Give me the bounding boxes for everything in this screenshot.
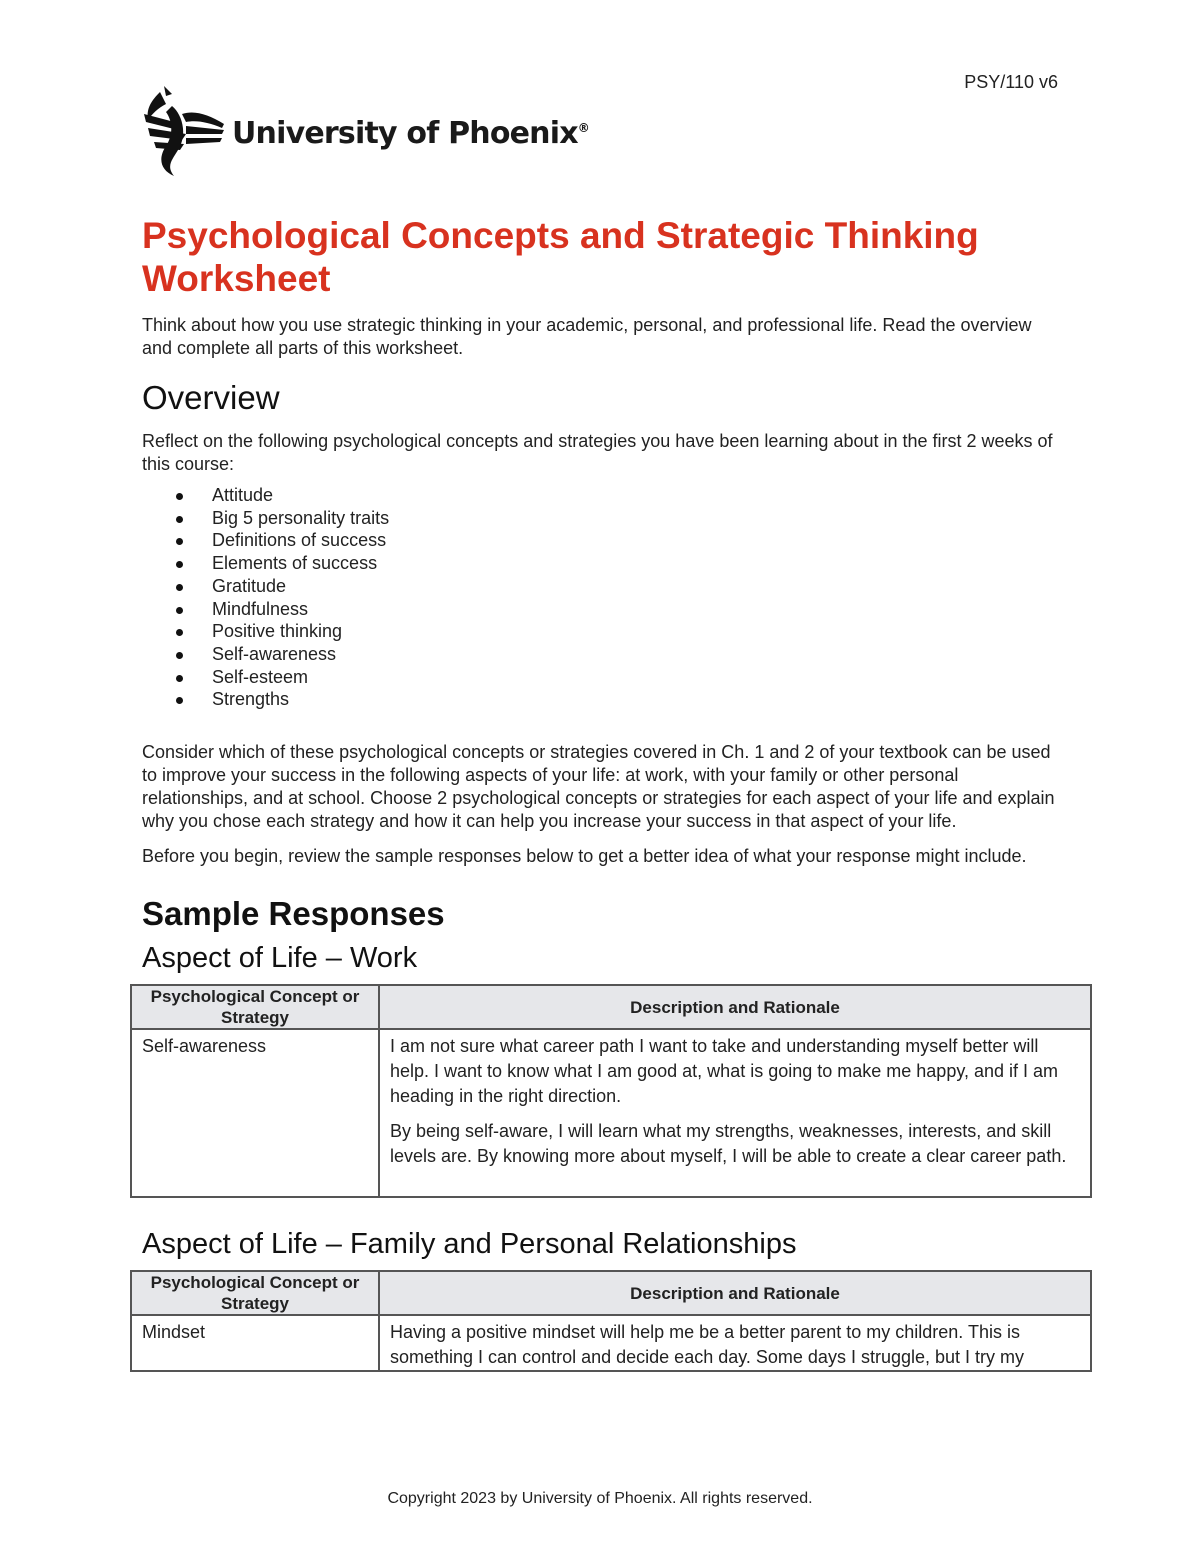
rationale-paragraph: Having a positive mindset will help me be a better parent to my children. This is something I can control and decide each day. Some days I struggle, but I try my	[390, 1322, 1024, 1368]
list-item: Strengths	[142, 688, 1062, 711]
family-aspect-heading: Aspect of Life – Family and Personal Relationships	[142, 1228, 797, 1261]
concept-cell: Self-awareness	[131, 1029, 379, 1197]
course-code: PSY/110 v6	[964, 72, 1058, 92]
list-item: Self-awareness	[142, 643, 1062, 666]
before-text: Before you begin, review the sample responses below to get a better idea of what your response might include.	[142, 846, 1027, 867]
overview-lead: Reflect on the following psychological concepts and strategies you have been learning about in the first 2 weeks of this course:	[142, 431, 1053, 474]
concept-list	[142, 484, 1062, 711]
list-item: Positive thinking	[142, 620, 1062, 643]
intro-text: Think about how you use strategic thinking in your academic, personal, and professional life. Read the overview and complete all parts of this worksheet.	[142, 315, 1032, 358]
bullet-icon	[176, 675, 183, 682]
bullet-icon	[176, 538, 183, 545]
concept-column-header: Psychological Concept or Strategy	[131, 1271, 379, 1315]
rationale-column-header: Description and Rationale	[379, 1271, 1091, 1315]
bullet-icon	[176, 697, 183, 704]
bullet-icon	[176, 652, 183, 659]
bullet-icon	[176, 493, 183, 500]
list-item: Gratitude	[142, 575, 1062, 598]
list-item: Definitions of success	[142, 529, 1062, 552]
overview-heading: Overview	[142, 379, 280, 416]
bullet-icon	[176, 607, 183, 614]
rationale-cell	[379, 1029, 1091, 1197]
concept-cell: Mindset	[131, 1315, 379, 1371]
copyright-footer: Copyright 2023 by University of Phoenix. All rights reserved.	[387, 1490, 813, 1507]
table-row	[131, 1315, 1091, 1371]
family-sample-table	[130, 1270, 1092, 1372]
consider-text: Consider which of these psychological concepts or strategies covered in Ch. 1 and 2 of your textbook can be used to improve your success in the following aspects of your life: at work, with your family or other personal relationships, and at school. Choose 2 psychological concepts or strategies for each aspect of your life and explain why you chose each strategy and how it can help you increase your success in that aspect of your life.	[142, 742, 1055, 832]
page-title: Psychological Concepts and Strategic Thinking Worksheet	[142, 215, 979, 299]
rationale-paragraph: I am not sure what career path I want to take and understanding myself better will help. I want to know what I am good at, what is going to make me happy, and if I am heading in the right direction.	[390, 1036, 1059, 1107]
list-item: Elements of success	[142, 552, 1062, 575]
rationale-paragraph: By being self-aware, I will learn what my strengths, weaknesses, interests, and skill levels are. By knowing more about myself, I will be able to create a clear career path.	[390, 1121, 1067, 1167]
logo-wordmark: University of Phoenix®	[232, 115, 589, 151]
table-header-row	[131, 985, 1091, 1029]
list-item: Self-esteem	[142, 666, 1062, 689]
worksheet-content	[142, 214, 1067, 1372]
rationale-cell	[379, 1315, 1091, 1371]
work-aspect-heading: Aspect of Life – Work	[142, 942, 418, 975]
university-logo	[142, 84, 589, 176]
concept-column-header: Psychological Concept or Strategy	[131, 985, 379, 1029]
bullet-icon	[176, 584, 183, 591]
list-item: Big 5 personality traits	[142, 507, 1062, 530]
list-item: Mindfulness	[142, 598, 1062, 621]
list-item: Attitude	[142, 484, 1062, 507]
bullet-icon	[176, 516, 183, 523]
bullet-icon	[176, 561, 183, 568]
rationale-column-header: Description and Rationale	[379, 985, 1091, 1029]
sample-responses-heading: Sample Responses	[142, 895, 445, 933]
work-sample-table	[130, 984, 1092, 1198]
table-row	[131, 1029, 1091, 1197]
table-header-row	[131, 1271, 1091, 1315]
phoenix-bird-icon	[142, 84, 226, 176]
bullet-icon	[176, 629, 183, 636]
